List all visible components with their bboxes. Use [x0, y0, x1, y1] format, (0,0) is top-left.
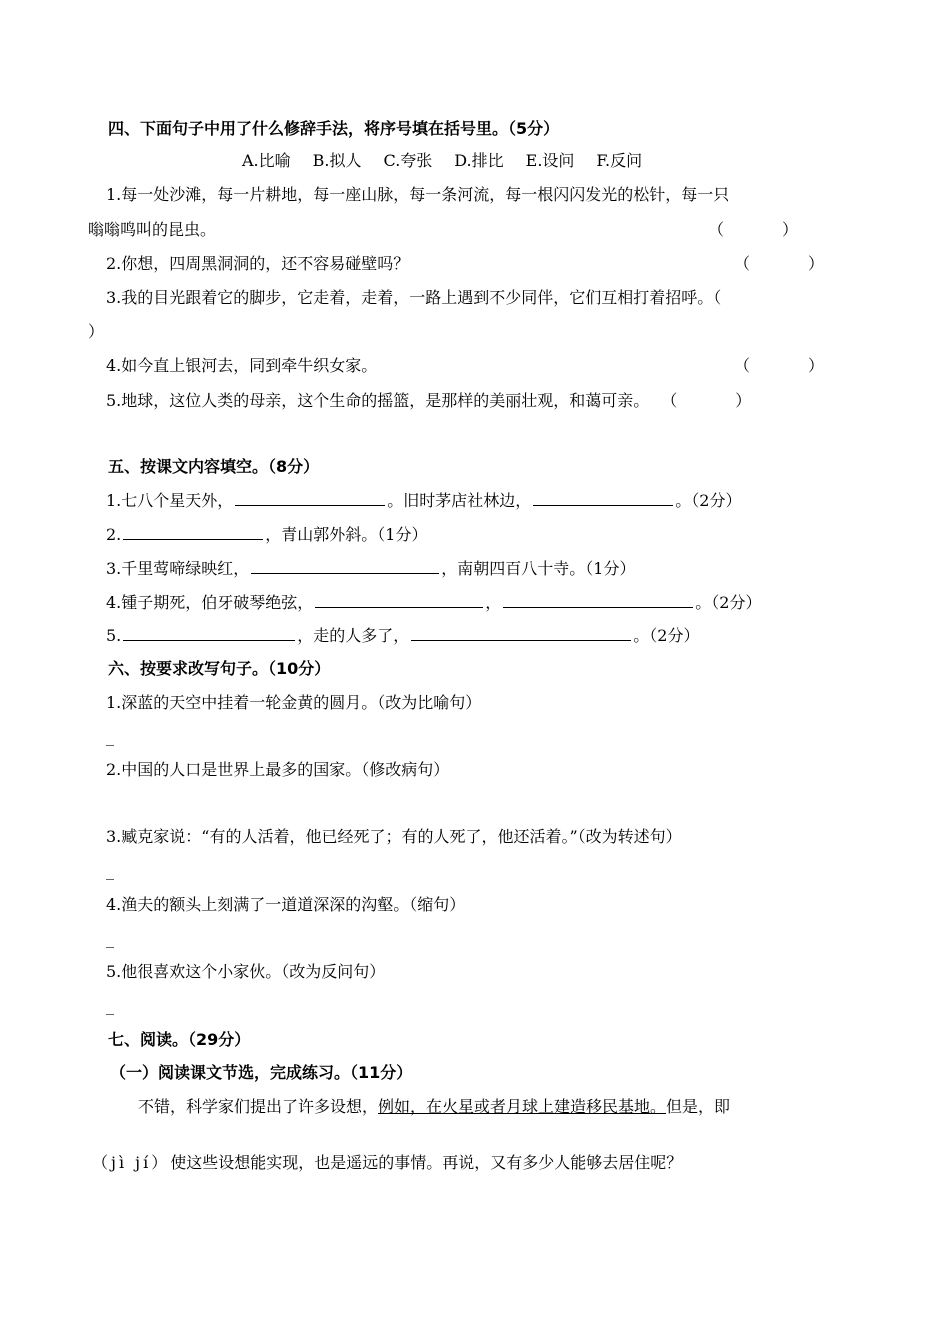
- option-f: F.反问: [596, 151, 643, 170]
- s5-q2-blank1[interactable]: [123, 523, 263, 540]
- s4-q5-text: 5.地球，这位人类的母亲，这个生命的摇篮，是那样的美丽壮观，和蔼可亲。: [106, 391, 650, 410]
- s5-q1-text-c: 。（2分）: [675, 491, 742, 510]
- s4-q3-line1: 3.我的目光跟着它的脚步，它走着，走着，一路上遇到不少同伴，它们互相打着招呼。（: [106, 288, 722, 307]
- s5-q2: [106, 523, 427, 546]
- s6-q4: 4.渔夫的额头上刻满了一道道深深的沟壑。（缩句）: [106, 895, 466, 914]
- paren-close: ）: [735, 391, 752, 410]
- section4-heading: 四、下面句子中用了什么修辞手法，将序号填在括号里。（5分）: [108, 119, 560, 138]
- rhetoric-options: [242, 150, 664, 172]
- reading-passage-line2: [92, 1152, 682, 1174]
- s6-q3: 3.臧克家说：“有的人活着，他已经死了；有的人死了，他还活着。”（改为转述句）: [106, 827, 682, 846]
- s5-q3-blank1[interactable]: [251, 557, 439, 574]
- s5-q2-text-a: 2.: [106, 525, 122, 544]
- s5-q1: [106, 489, 741, 512]
- s5-q4-text-c: 。（2分）: [695, 593, 762, 612]
- s6-q4-answer-line[interactable]: _: [106, 929, 114, 948]
- option-b: B.拟人: [312, 151, 362, 170]
- paren-open: （: [734, 356, 751, 375]
- s4-q2: 2.你想，四周黑洞洞的，还不容易碰壁吗？: [106, 254, 410, 273]
- s5-q5-text-b: ，走的人多了，: [297, 626, 410, 645]
- s5-q5-blank1[interactable]: [123, 624, 295, 641]
- s5-q1-text-a: 1.七八个星天外，: [106, 491, 234, 510]
- paren-open: （: [708, 220, 725, 239]
- s5-q1-blank2[interactable]: [533, 489, 673, 506]
- s5-q4-blank1[interactable]: [315, 591, 483, 608]
- s6-q1-answer-line[interactable]: _: [106, 727, 114, 746]
- s5-q4-text-b: ，: [485, 593, 502, 612]
- pinyin-choice[interactable]: （jì jí）: [92, 1153, 171, 1172]
- s4-q1-answer-box[interactable]: [708, 219, 798, 241]
- s5-q4: [106, 591, 761, 614]
- s4-q4-answer-box[interactable]: [734, 355, 824, 377]
- s5-q3-text-b: ，南朝四百八十寺。（1分）: [441, 559, 636, 578]
- paren-close: ）: [808, 356, 825, 375]
- s6-q1: 1.深蓝的天空中挂着一轮金黄的圆月。（改为比喻句）: [106, 693, 482, 712]
- paren-close: ）: [808, 254, 825, 273]
- option-d: D.排比: [454, 151, 504, 170]
- s5-q3: [106, 557, 635, 580]
- paren-open: （: [661, 391, 678, 410]
- s6-q5-answer-line[interactable]: _: [106, 996, 114, 1015]
- section7-heading: 七、阅读。（29分）: [108, 1030, 251, 1049]
- reading-passage-line1: [138, 1096, 730, 1118]
- s4-q1-line2: 嗡嗡鸣叫的昆虫。: [88, 220, 217, 239]
- s5-q5-blank2[interactable]: [411, 624, 631, 641]
- s4-q2-answer-box[interactable]: [734, 253, 824, 275]
- option-a: A.比喻: [242, 151, 291, 170]
- passage-text-a: 不错，科学家们提出了许多设想，: [138, 1097, 379, 1116]
- s6-q3-answer-line[interactable]: _: [106, 861, 114, 880]
- section6-heading: 六、按要求改写句子。（10分）: [108, 659, 331, 678]
- s5-q3-text-a: 3.千里莺啼绿映红，: [106, 559, 250, 578]
- s5-q1-text-b: 。旧时茅店社林边，: [387, 491, 532, 510]
- passage-text-b: 但是，即: [666, 1097, 731, 1116]
- option-e: E.设问: [525, 151, 575, 170]
- option-c: C.夸张: [383, 151, 433, 170]
- section5-heading: 五、按课文内容填空。（8分）: [108, 457, 320, 476]
- s5-q5-text-c: 。（2分）: [633, 626, 700, 645]
- s5-q5: [106, 624, 699, 647]
- s5-q2-text-b: ，青山郭外斜。（1分）: [265, 525, 428, 544]
- s5-q5-text-a: 5.: [106, 626, 122, 645]
- passage-underlined-sentence: 例如，在火星或者月球上建造移民基地。: [378, 1097, 667, 1116]
- s4-q5-answer-box[interactable]: [661, 391, 751, 410]
- s5-q4-text-a: 4.锺子期死，伯牙破琴绝弦，: [106, 593, 314, 612]
- s6-q2: 2.中国的人口是世界上最多的国家。（修改病句）: [106, 760, 450, 779]
- s6-q5: 5.他很喜欢这个小家伙。（改为反问句）: [106, 962, 386, 981]
- s4-q4: 4.如今直上银河去，同到牵牛织女家。: [106, 356, 378, 375]
- paren-open: （: [734, 254, 751, 273]
- s4-q1-line1: 1.每一处沙滩，每一片耕地，每一座山脉，每一条河流，每一根闪闪发光的松针，每一只: [106, 185, 730, 204]
- paren-close: ）: [782, 220, 799, 239]
- s4-q3-line2: ）: [88, 322, 105, 341]
- s5-q4-blank2[interactable]: [503, 591, 693, 608]
- section7-sub1-heading: （一）阅读课文节选，完成练习。（11分）: [110, 1063, 413, 1082]
- passage-text-c: 使这些设想能实现，也是遥远的事情。再说，又有多少人能够去居住呢？: [170, 1153, 683, 1172]
- s4-q5: [106, 390, 751, 412]
- s5-q1-blank1[interactable]: [235, 489, 385, 506]
